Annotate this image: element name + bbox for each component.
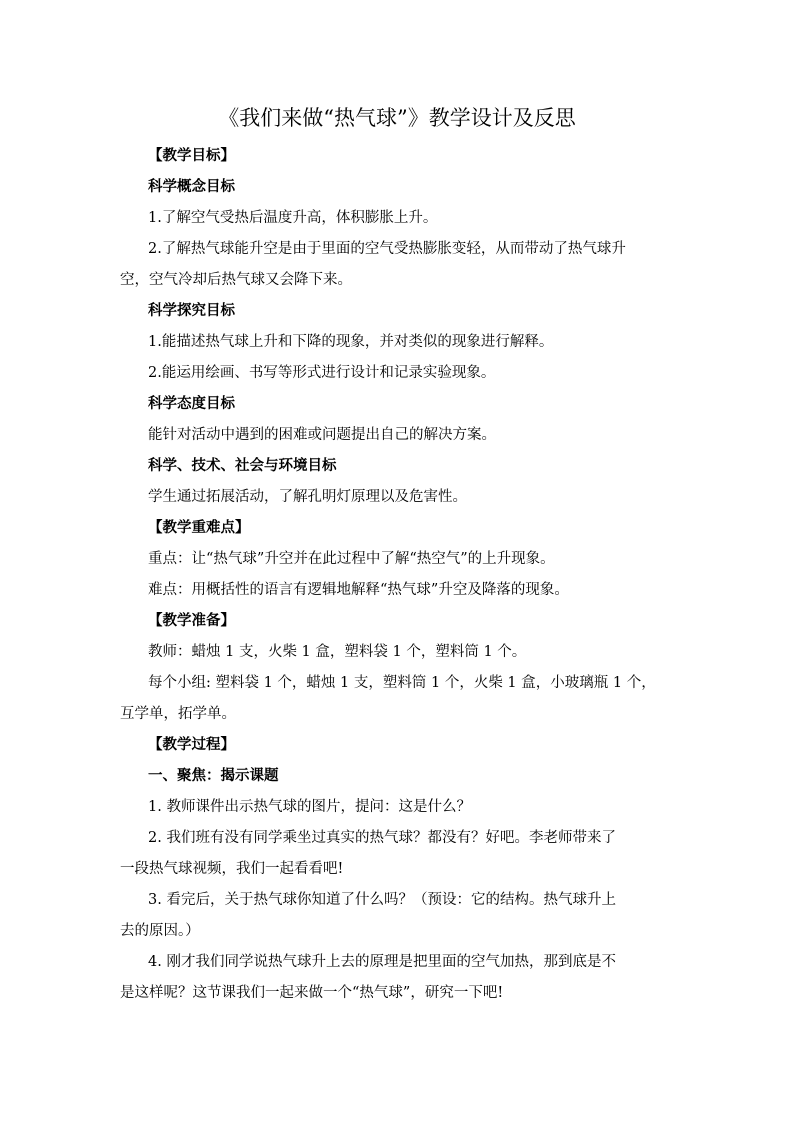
- paragraph-line: 每个小组: 塑料袋 1 个，蜡烛 1 支，塑料筒 1 个，火柴 1 盒，小玻璃瓶 1 个，: [148, 675, 656, 691]
- paragraph-line: 能针对活动中遇到的困难或问题提出自己的解决方案。: [148, 427, 496, 443]
- paragraph-line: 互学单，拓学单。: [120, 706, 236, 722]
- paragraph-line: 1.了解空气受热后温度升高，体积膨胀上升。: [148, 210, 438, 226]
- document-title: 《我们来做“热气球”》教学设计及反思: [218, 106, 576, 130]
- paragraph-line: 是这样呢？这节课我们一起来做一个“热气球”，研究一下吧!: [120, 985, 504, 1001]
- paragraph-line: 1. 教师课件出示热气球的图片，提问：这是什么？: [148, 799, 471, 815]
- section-heading-teaching-process: 【教学过程】: [148, 736, 235, 753]
- paragraph-line: 难点：用概括性的语言有逻辑地解释“热气球”升空及降落的现象。: [148, 582, 569, 598]
- section-heading-key-difficult-points: 【教学重难点】: [148, 519, 250, 536]
- paragraph-line: 2. 我们班有没有同学乘坐过真实的热气球？都没有？好吧。李老师带来了: [148, 830, 616, 846]
- paragraph-line: 2.能运用绘画、书写等形式进行设计和记录实验现象。: [148, 365, 496, 381]
- paragraph-line: 空，空气冷却后热气球又会降下来。: [120, 272, 352, 288]
- paragraph-line: 去的原因。）: [120, 923, 200, 939]
- subheading-science-attitude-goals: 科学态度目标: [148, 395, 235, 412]
- paragraph-line: 一段热气球视频，我们一起看看吧!: [120, 861, 344, 877]
- subheading-stse-goals: 科学、技术、社会与环境目标: [148, 457, 337, 474]
- paragraph-line: 教师：蜡烛 1 支，火柴 1 盒，塑料袋 1 个，塑料筒 1 个。: [148, 644, 527, 660]
- paragraph-line: 重点：让“热气球”升空并在此过程中了解“热空气”的上升现象。: [148, 551, 555, 567]
- section-heading-teaching-preparation: 【教学准备】: [148, 612, 235, 629]
- subheading-science-inquiry-goals: 科学探究目标: [148, 302, 235, 319]
- paragraph-line: 2.了解热气球能升空是由于里面的空气受热膨胀变轻，从而带动了热气球升: [148, 241, 626, 257]
- paragraph-line: 4. 刚才我们同学说热气球升上去的原理是把里面的空气加热，那到底是不: [148, 954, 616, 970]
- section-heading-teaching-goals: 【教学目标】: [148, 147, 235, 164]
- subheading-focus-reveal-topic: 一、聚焦：揭示课题: [148, 767, 279, 784]
- paragraph-line: 3. 看完后，关于热气球你知道了什么吗？（预设：它的结构。热气球升上: [148, 892, 616, 908]
- paragraph-line: 1.能描述热气球上升和下降的现象，并对类似的现象进行解释。: [148, 334, 554, 350]
- paragraph-line: 学生通过拓展活动，了解孔明灯原理以及危害性。: [148, 489, 467, 505]
- subheading-science-concept-goals: 科学概念目标: [148, 178, 235, 195]
